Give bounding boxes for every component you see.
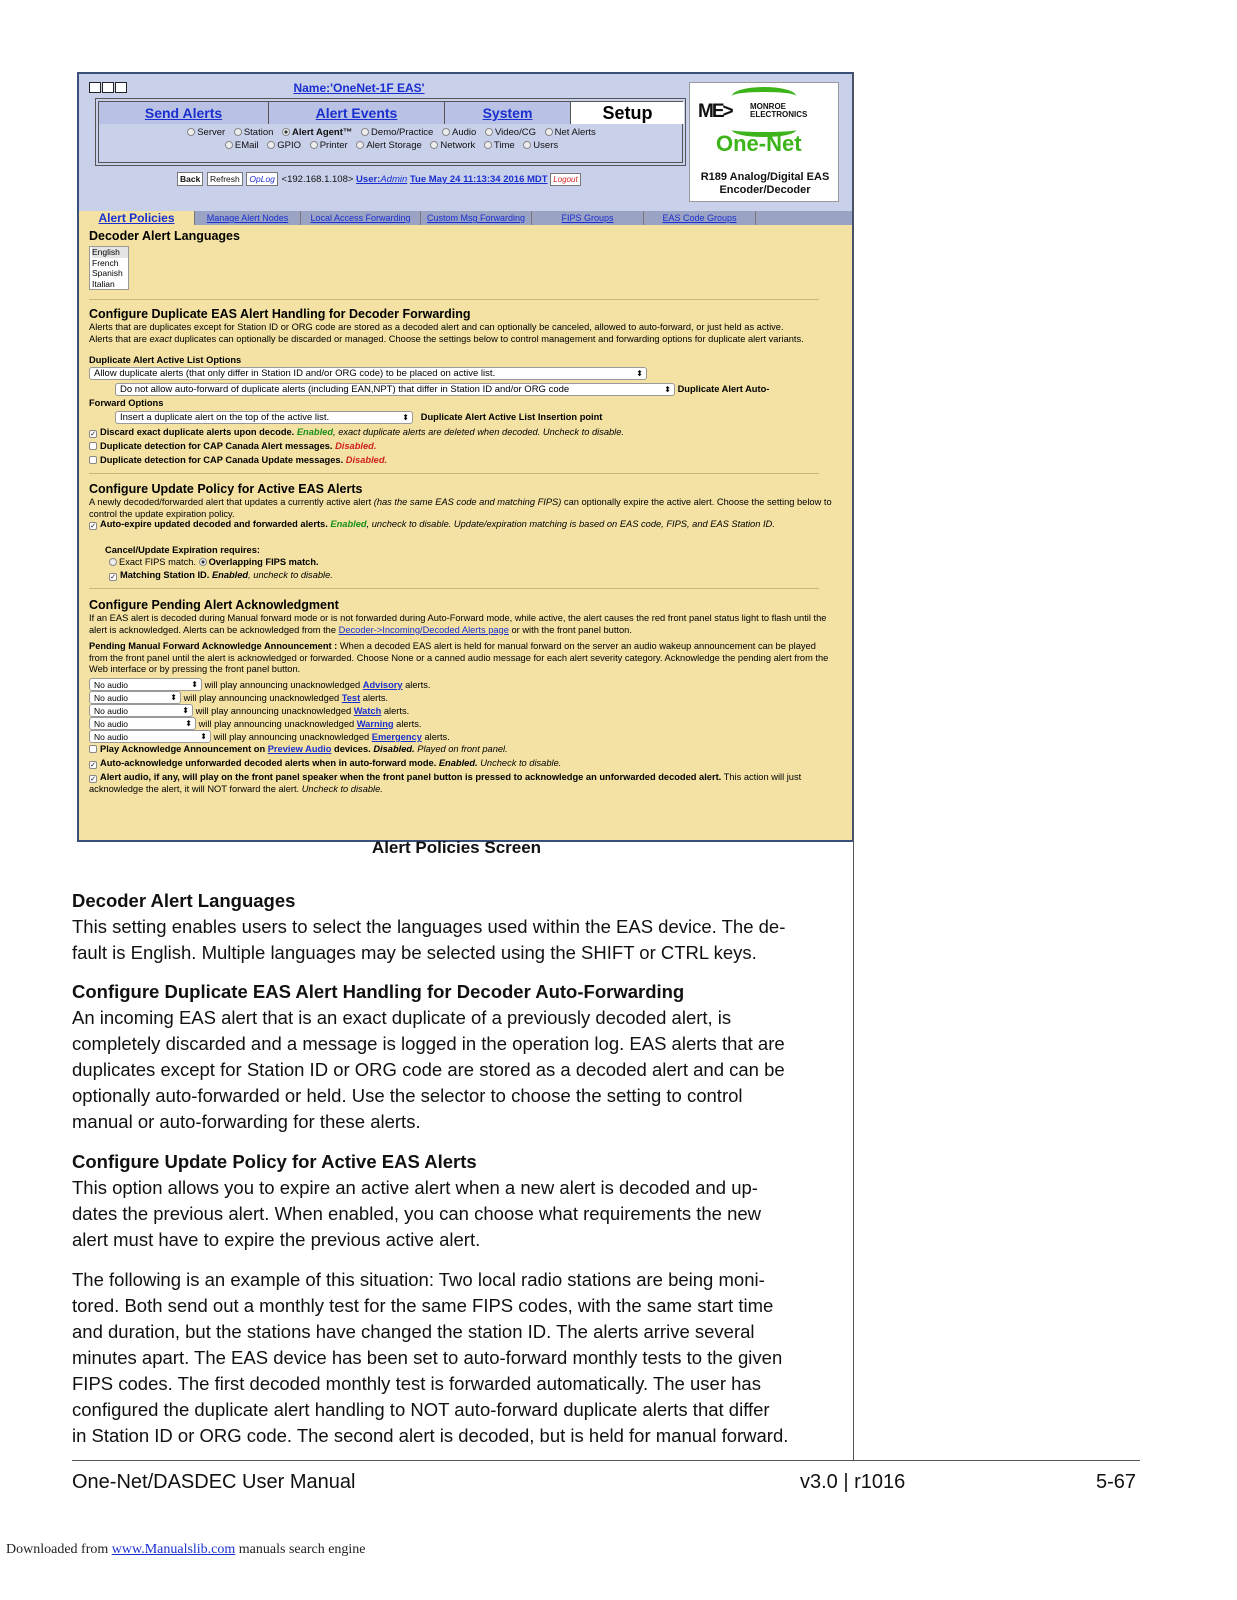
duplicate-insertion-label: Duplicate Alert Active List Insertion point xyxy=(420,412,603,422)
checkbox-icon[interactable] xyxy=(89,456,97,464)
checkbox-icon[interactable] xyxy=(89,775,97,783)
cap-update-duplicate-option[interactable]: Duplicate detection for CAP Canada Update messages. Disabled. xyxy=(89,455,834,467)
update-policy-heading: Configure Update Policy for Active EAS Alerts xyxy=(89,482,363,496)
radio-net-alerts[interactable]: Net Alerts xyxy=(545,127,596,138)
section-languages: Decoder Alert Languages This setting enables users to select the languages used within the EAS device. The de- fault is English. Multiple languages may be selected using the SHIFT or CTRL keys. xyxy=(72,888,842,966)
logout-button[interactable]: Logout xyxy=(550,173,580,186)
emergency-link[interactable]: Emergency xyxy=(371,732,422,742)
divider xyxy=(89,473,819,474)
languages-heading: Decoder Alert Languages xyxy=(89,229,240,243)
example-paragraph: The following is an example of this situation: Two local radio stations are being moni- tored. Both send out a monthly test for the same FIPS codes, with the same start time and duration, but the stations have changed the station ID. The alerts arrive several minutes apart. The EAS device has been set to auto-forward monthly tests to the given FIPS codes. The first decoded monthly test is forwarded automatically. The user has configured the duplicate alert handling to NOT auto-forward duplicate alerts that differ in Station ID or ORG code. The second alert is decoded, but is held for manual forward. xyxy=(72,1269,789,1446)
warning-link[interactable]: Warning xyxy=(356,719,394,729)
device-name-link[interactable]: Name:'OneNet-1F EAS' xyxy=(293,81,425,95)
test-link[interactable]: Test xyxy=(341,693,361,703)
language-option[interactable]: Spanish xyxy=(92,268,123,278)
oplog-button[interactable]: OpLog xyxy=(246,172,278,186)
me-logo: ME> xyxy=(698,101,732,122)
setup-radio-row-2 xyxy=(99,140,684,151)
company-name: MONROE ELECTRONICS xyxy=(750,102,808,119)
radio-station[interactable]: Station xyxy=(234,127,274,138)
radio-video-cg[interactable]: Video/CG xyxy=(485,127,536,138)
language-option[interactable]: English xyxy=(92,247,128,258)
test-audio-select[interactable]: No audio ⬍ xyxy=(89,691,181,704)
advisory-audio-select[interactable]: No audio ⬍ xyxy=(89,678,202,691)
radio-printer[interactable]: Printer xyxy=(310,140,348,151)
duplicate-insertion-select[interactable]: Insert a duplicate alert on the top of the active list. ⬍ xyxy=(115,411,413,424)
tab-setup[interactable]: Setup xyxy=(571,102,684,124)
watch-audio-row: No audio ⬍ will play announcing unacknowledged Watch alerts. xyxy=(89,704,834,718)
checkbox-icon[interactable] xyxy=(89,761,97,769)
radio-time[interactable]: Time xyxy=(484,140,515,151)
divider xyxy=(89,588,819,589)
user-link[interactable]: User:Admin xyxy=(356,174,408,185)
radio-alert-storage[interactable]: Alert Storage xyxy=(356,140,421,151)
decoded-alerts-link[interactable]: Decoder->Incoming/Decoded Alerts page xyxy=(338,624,509,635)
checkbox-icon[interactable] xyxy=(89,442,97,450)
section-duplicate: Configure Duplicate EAS Alert Handling for Decoder Auto-Forwarding An incoming EAS alert that is an exact duplicate of a previously decoded alert, is completely discarded and a message is logged in the operation log. EAS alerts that are duplicates except for Station ID or ORG code are stored as a decoded alert and can be optionally auto-forwarded or held. Use the selector to choose the setting to control manual or auto-forwarding for these alerts. xyxy=(72,979,842,1135)
advisory-link[interactable]: Advisory xyxy=(362,680,403,690)
test-audio-row: No audio ⬍ will play announcing unacknowledged Test alerts. xyxy=(89,691,834,705)
duplicate-forward-label-2: Forward Options xyxy=(89,398,164,408)
pending-ack-heading: Configure Pending Alert Acknowledgment xyxy=(89,598,339,612)
emergency-audio-select[interactable]: No audio ⬍ xyxy=(89,730,211,743)
play-ack-option[interactable]: Play Acknowledge Announcement on Preview Audio devices. Disabled. Played on front panel. xyxy=(89,744,834,756)
emergency-audio-row: No audio ⬍ will play announcing unacknowledged Emergency alerts. xyxy=(89,730,834,744)
auto-ack-option[interactable]: ✓Auto-acknowledge unforwarded decoded alerts when in auto-forward mode. Enabled. Uncheck to disable. xyxy=(89,758,834,770)
radio-gpio[interactable]: GPIO xyxy=(267,140,301,151)
advisory-audio-row: No audio ⬍ will play announcing unacknowledged Advisory alerts. xyxy=(89,678,834,692)
duplicate-forward-label: Duplicate Alert Auto- xyxy=(677,384,770,394)
matching-station-option[interactable]: ✓Matching Station ID. Enabled, uncheck to disable. xyxy=(109,570,854,582)
watch-link[interactable]: Watch xyxy=(353,706,382,716)
footer-title: One-Net/DASDEC User Manual xyxy=(72,1471,356,1493)
footer-rule xyxy=(72,1460,1140,1461)
header-panel xyxy=(79,74,852,211)
cap-alert-duplicate-option[interactable]: Duplicate detection for CAP Canada Alert messages. Disabled. xyxy=(89,441,834,453)
duplicate-description: Alerts that are duplicates except for Station ID or ORG code are stored as a decoded alert and can optionally be canceled, allowed to auto-forward, or just held as active. Alerts that are exact duplicates can optionally be discarded or managed. Choose the settings below to control management and forwarding options for duplicate alert variants. xyxy=(89,322,804,344)
auto-expire-option[interactable]: ✓Auto-expire updated decoded and forwarded alerts. Enabled, uncheck to disable. Update/expiration matching is based on EAS code, FIPS, and EAS Station ID. xyxy=(89,519,834,531)
pending-announcement-description: Pending Manual Forward Acknowledge Announcement : When a decoded EAS alert is held for manual forward on the server an audio wakeup announcement can be played from the front panel until the alert is acknowledged or forwarded. Choose None or a canned audio message for each alert severity category. Acknowledge the pending alert from the Web interface or by pressing the front panel button. xyxy=(89,641,829,674)
sub-tabs xyxy=(79,211,852,225)
cancel-requires-label: Cancel/Update Expiration requires: xyxy=(105,545,260,555)
main-nav-box xyxy=(95,98,686,166)
checkbox-icon[interactable] xyxy=(89,522,97,530)
pending-ack-description: If an EAS alert is decoded during Manual forward mode or is not forwarded during Auto-Forward mode, while active, the alert causes the red front panel status light to flash until the alert is acknowledged. Alerts can be acknowledged from the Decoder->Incoming/Decoded Alerts page or with the front panel button. xyxy=(89,613,827,635)
subtab-alert-policies[interactable]: Alert Policies xyxy=(79,211,195,225)
back-button[interactable]: Back xyxy=(177,172,203,186)
watch-audio-select[interactable]: No audio ⬍ xyxy=(89,704,193,717)
preview-audio-link[interactable]: Preview Audio xyxy=(267,744,332,754)
radio-exact-fips[interactable]: Exact FIPS match. xyxy=(109,557,196,567)
datetime-link[interactable]: Tue May 24 11:13:34 2016 MDT xyxy=(409,174,548,185)
main-tabs xyxy=(99,102,684,124)
update-policy-description: A newly decoded/forwarded alert that updates a currently active alert (has the same EAS code and matching FIPS) can optionally expire the active alert. Choose the setting below to control the update expiration policy. xyxy=(89,497,832,519)
one-net-logo: One-Net xyxy=(716,131,802,156)
discard-duplicates-option[interactable]: ✓Discard exact duplicate alerts upon decode. Enabled, exact duplicate alerts are deleted when decoded. Uncheck to disable. xyxy=(89,427,834,439)
subtab-manage-alert-nodes[interactable]: Manage Alert Nodes xyxy=(195,211,301,225)
fips-match-radios xyxy=(109,557,854,569)
download-notice: Downloaded from www.Manualslib.com manuals search engine xyxy=(6,1542,366,1557)
model-label: R189 Analog/Digital EAS Encoder/Decoder xyxy=(700,171,830,196)
radio-server[interactable]: Server xyxy=(187,127,225,138)
figure-caption: Alert Policies Screen xyxy=(371,838,542,857)
tab-system[interactable]: System xyxy=(445,102,571,124)
language-listbox[interactable] xyxy=(89,246,129,290)
duplicate-list-label: Duplicate Alert Active List Options xyxy=(89,355,242,365)
radio-alert-agent[interactable]: Alert Agent™ xyxy=(282,127,352,138)
subtab-fips-groups[interactable]: FIPS Groups xyxy=(532,211,644,225)
checkbox-icon[interactable] xyxy=(109,573,117,581)
radio-overlapping-fips[interactable]: Overlapping FIPS match. xyxy=(199,557,319,567)
ip-address: <192.168.1.108> xyxy=(281,174,354,185)
checkbox-icon[interactable] xyxy=(89,430,97,438)
subtab-eas-code-groups[interactable]: EAS Code Groups xyxy=(644,211,756,225)
language-option[interactable]: Italian xyxy=(92,278,115,289)
section-heading: Configure Duplicate EAS Alert Handling for Decoder Auto-Forwarding xyxy=(72,981,685,1002)
radio-demo-practice[interactable]: Demo/Practice xyxy=(361,127,433,138)
subtab-local-access-forwarding[interactable]: Local Access Forwarding xyxy=(301,211,421,225)
duplicate-forward-select[interactable]: Do not allow auto-forward of duplicate alerts (including EAN,NPT) that differ in Station ID and/or ORG code ⬍ xyxy=(115,383,675,396)
warning-audio-row: No audio ⬍ will play announcing unacknowledged Warning alerts. xyxy=(89,717,834,731)
brand-logo xyxy=(689,82,839,202)
duplicate-list-select[interactable]: Allow duplicate alerts (that only differ in Station ID and/or ORG code) to be placed on active list. ⬍ xyxy=(89,367,647,380)
radio-users[interactable]: Users xyxy=(523,140,558,151)
manualslib-link[interactable]: www.Manualslib.com xyxy=(111,1542,236,1557)
alert-policies-screenshot xyxy=(77,72,854,842)
refresh-button[interactable]: Refresh xyxy=(207,172,243,186)
section-update-policy: Configure Update Policy for Active EAS Alerts This option allows you to expire an active alert when a new alert is decoded and up- dates the previous alert. When enabled, you can choose what requirements the new alert must have to expire the previous active alert. xyxy=(72,1149,842,1253)
warning-audio-select[interactable]: No audio ⬍ xyxy=(89,717,196,730)
section-heading: Configure Update Policy for Active EAS Alerts xyxy=(72,1151,477,1172)
divider xyxy=(89,299,819,300)
setup-radio-row-1 xyxy=(99,127,684,138)
alert-audio-option[interactable]: ✓Alert audio, if any, will play on the front panel speaker when the front panel button is pressed to acknowledge an unforwarded decoded alert. This action will just acknowledge the alert, it will NOT forward the alert. Uncheck to disable. xyxy=(89,772,834,795)
column-divider xyxy=(853,72,854,1460)
status-nav-row xyxy=(177,172,582,186)
tab-send-alerts[interactable]: Send Alerts xyxy=(99,102,269,124)
language-option[interactable]: French xyxy=(92,257,119,268)
section-heading: Decoder Alert Languages xyxy=(72,890,296,911)
checkbox-icon[interactable] xyxy=(89,745,97,753)
footer-version: v3.0 | r1016 xyxy=(800,1471,906,1493)
radio-email[interactable]: EMail xyxy=(225,140,259,151)
footer-page-number: 5-67 xyxy=(1096,1471,1137,1493)
radio-network[interactable]: Network xyxy=(430,140,475,151)
tab-alert-events[interactable]: Alert Events xyxy=(269,102,445,124)
radio-audio[interactable]: Audio xyxy=(442,127,476,138)
subtab-custom-msg-forwarding[interactable]: Custom Msg Forwarding xyxy=(421,211,532,225)
duplicate-heading: Configure Duplicate EAS Alert Handling for Decoder Forwarding xyxy=(89,307,471,321)
